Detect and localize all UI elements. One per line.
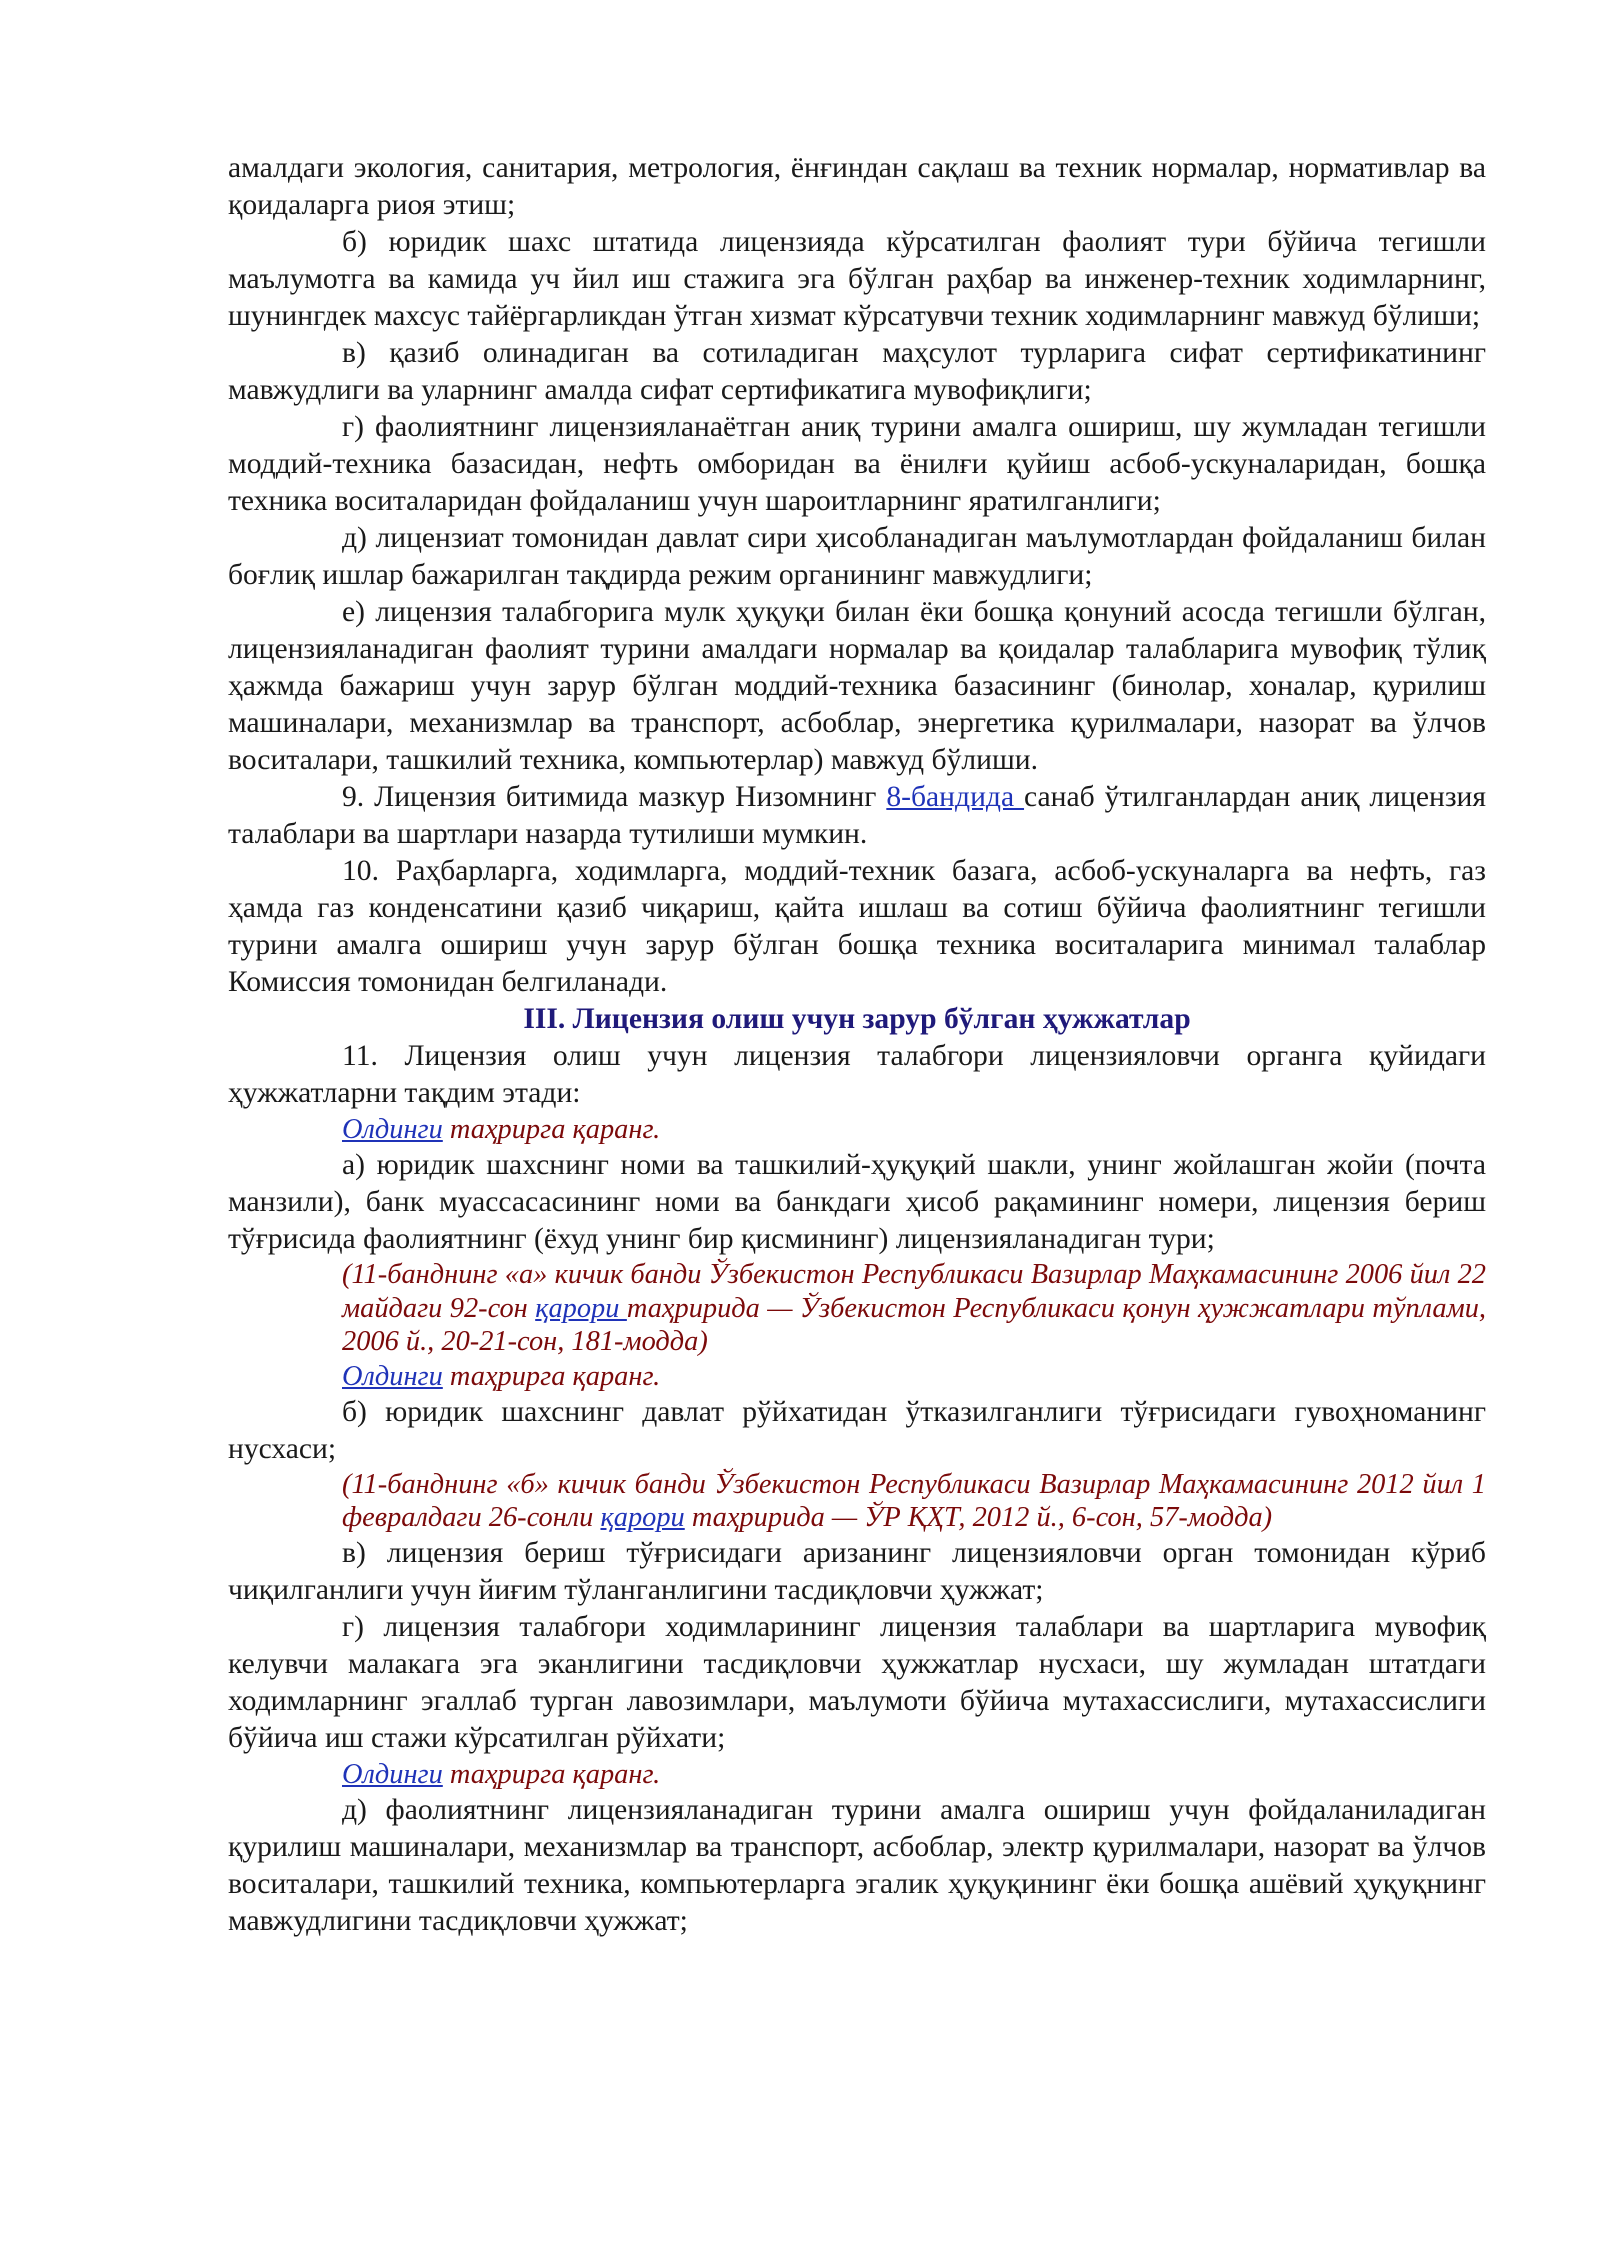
paragraph-clause-9 [228,779,1486,853]
amendment-note-b [228,1468,1486,1535]
document-body [228,150,1486,1940]
clause-9-text-start: 9. Лицензия битимида мазкур Низомнинг [342,781,887,813]
paragraph-item-b-registration: б) юридик шахснинг давлат рўйхатидан ўтказилганлиги тўғрисидаги гувоҳноманинг нусхаси; [228,1395,1486,1465]
paragraph-clause-10: 10. Раҳбарларга, ходимларга, моддий-техник базага, асбоб-ускуналарга ва нефть, газ ҳамда газ конденсатини қазиб чиқариш, қайта ишлаш ва сотиш бўйича фаолиятнинг тегишли турини амалга ошириш учун зарур бўлган бошқа техника воситаларига минимал талаблар Комиссия томонидан белгиланади. [228,855,1486,998]
paragraph-item-v-certificate: в) қазиб олинадиган ва сотиладиган маҳсулот турларига сифат сертификатининг мавжудлиги ва уларнинг амалда сифат сертификатига мувофиқлиги; [228,337,1486,406]
paragraph-clause-11: 11. Лицензия олиш учун лицензия талабгори лицензияловчи органга қуйидаги ҳужжатларни тақдим этади: [228,1040,1486,1109]
previous-edition-text: таҳрирга қаранг. [442,1758,661,1790]
previous-edition-link[interactable]: Олдинги [342,1114,443,1145]
paragraph-item-b-staff: б) юридик шахс штатида лицензияда кўрсатилган фаолият тури бўйича тегишли маълумотга ва камида уч йил иш стажига эга бўлган раҳбар ва инженер-техник ходимларнинг, шунингдек махсус тайёргарликдан ўтган хизмат кўрсатувчи техник ходимларнинг мавжуд бўлиши; [228,226,1486,332]
amendment-note-b-text-start: (11-банднинг «б» кичик банди Ўзбекистон Республикаси Вазирлар Маҳкамасининг 2012 йил 1 февралдаги 26-сонли [342,1468,1486,1533]
paragraph-item-e-material-base: е) лицензия талабгорига мулк ҳуқуқи билан ёки бошқа қонуний асосда тегишли бўлган, лицензияланадиган фаолият турини амалдаги нормалар ва қоидалар талабларига мувофиқ тўлиқ ҳажмда бажариш учун зарур бўлган моддий-техника базасининг (бинолар, хоналар, қурилиш машиналари, механизмлар ва транспорт, асбоблар, энергетика қурилмалари, назорат ва ўлчов воситалари, ташкилий техника, компьютерлар) мавжуд бўлиши. [228,596,1486,776]
amendment-note-a-text-end: таҳририда — Ўзбекистон Республикаси қонун ҳужжатлари тўплами, 2006 й., 20-21-сон, 181-модда) [342,1292,1486,1357]
clause-9-text-end: санаб ўтилганлардан аниқ лицензия талаблари ва шартлари назарда тутилиши мумкин. [228,781,1486,850]
paragraph-item-a-legal-entity: а) юридик шахснинг номи ва ташкилий-ҳуқуқий шакли, унинг жойлашган жойи (почта манзили), банк муассасасининг номи ва банкдаги ҳисоб рақамининг номери, лицензия бериш тўғрисида фаолиятнинг (ёхуд унинг бир қисмининг) лицензияланадиган тури; [228,1149,1486,1255]
previous-edition-link[interactable]: Олдинги [342,1360,443,1392]
paragraph-item-g-qualification: г) лицензия талабгори ходимларининг лицензия талаблари ва шартларига мувофиқ келувчи малакага эга эканлигини тасдиқловчи ҳужжатлар нусхаси, шу жумладан штатдаги ходимларнинг эгаллаб турган лавозимлари, маълумоти бўйича мутахассислиги, мутахассислиги бўйича иш стажи кўрсатилган рўйхати; [228,1610,1486,1754]
clause-8-reference-link[interactable]: 8-бандида [886,781,1025,813]
previous-edition-note [228,1112,1486,1147]
resolution-link-2006[interactable]: қарори [535,1292,627,1324]
previous-edition-note [228,1757,1486,1792]
paragraph-item-d-ownership: д) фаолиятнинг лицензияланадиган турини амалга ошириш учун фойдаланиладиган қурилиш машиналари, механизмлар ва транспорт, асбоблар, электр қурилмалари, назорат ва ўлчов воситалари, ташкилий техника, компьютерларга эгалик ҳуқуқининг ёки бошқа ашёвий ҳуқуқнинг мавжудлигини тасдиқловчи ҳужжат; [228,1793,1486,1937]
paragraph-item-d-regime: д) лицензиат томонидан давлат сири ҳисобланадиган маълумотлардан фойдаланиш билан боғлиқ ишлар бажарилган тақдирда режим органининг мавжудлиги; [228,522,1486,591]
previous-edition-note [228,1359,1486,1394]
paragraph-requirements-continued: амалдаги экология, санитария, метрология, ёнғиндан сақлаш ва техник нормалар, нормативлар ва қоидаларга риоя этиш; [228,152,1486,221]
paragraph-item-g-conditions: г) фаолиятнинг лицензияланаётган аниқ турини амалга ошириш, шу жумладан тегишли моддий-техника базасидан, нефть омборидан ва ёнилғи қуйиш асбоб-ускуналаридан, бошқа техника воситаларидан фойдаланиш учун шароитларнинг яратилганлиги; [228,411,1486,517]
previous-edition-text: таҳрирга қаранг. [442,1360,661,1392]
resolution-link-2012[interactable]: қарори [600,1502,685,1533]
section-heading-documents: III. Лицензия олиш учун зарур бўлган ҳужжатлар [523,1003,1191,1035]
amendment-note-a-text-start: (11-банднинг «а» кичик банди Ўзбекистон Республикаси Вазирлар Маҳкамасининг 2006 йил 22 майдаги 92-сон [342,1259,1486,1324]
amendment-note-a [228,1258,1486,1359]
previous-edition-text: таҳрирга қаранг. [442,1114,661,1145]
paragraph-item-v-fee: в) лицензия бериш тўғрисидаги аризанинг лицензияловчи орган томонидан кўриб чиқилганлиги учун йиғим тўланганлигини тасдиқловчи ҳужжат; [228,1536,1486,1606]
amendment-note-b-text-end: таҳририда — ЎР ҚҲТ, 2012 й., 6-сон, 57-модда) [684,1502,1273,1533]
previous-edition-link[interactable]: Олдинги [342,1758,443,1790]
